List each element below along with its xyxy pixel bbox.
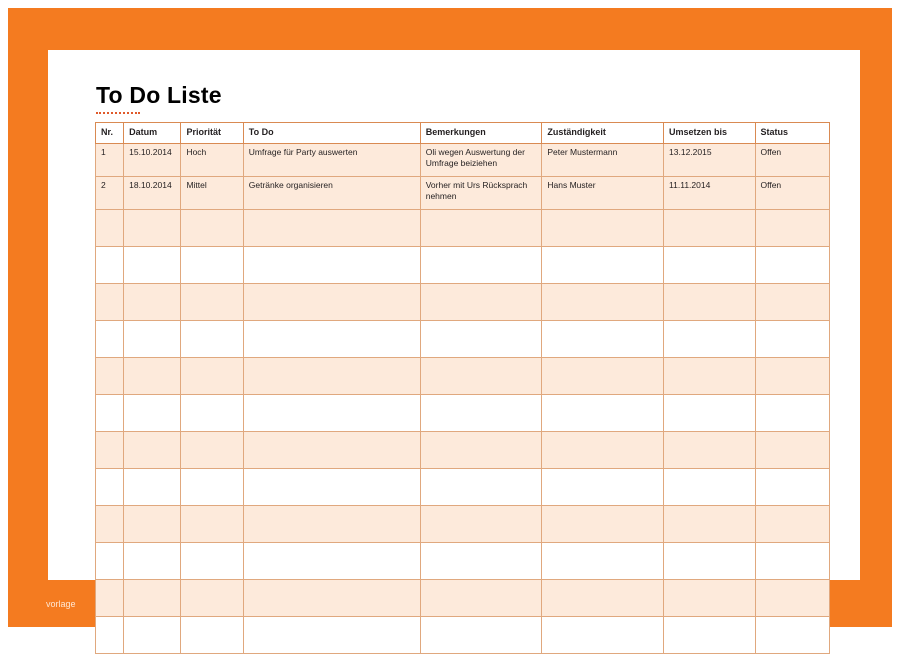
cell-status: Offen xyxy=(755,144,829,177)
cell-datum xyxy=(124,395,181,432)
cell-todo xyxy=(243,395,420,432)
cell-status xyxy=(755,543,829,580)
cell-todo xyxy=(243,210,420,247)
cell-zustaendigkeit xyxy=(542,617,664,654)
cell-nr xyxy=(96,395,124,432)
cell-zustaendigkeit xyxy=(542,247,664,284)
cell-umsetzen-bis xyxy=(664,432,755,469)
document-sheet xyxy=(48,50,860,580)
cell-umsetzen-bis xyxy=(664,580,755,617)
cell-datum xyxy=(124,506,181,543)
cell-zustaendigkeit xyxy=(542,395,664,432)
cell-datum: 18.10.2014 xyxy=(124,177,181,210)
cell-bemerkungen xyxy=(420,469,542,506)
cell-bemerkungen xyxy=(420,506,542,543)
cell-prioritaet xyxy=(181,543,243,580)
cell-prioritaet xyxy=(181,432,243,469)
table-row-empty[interactable] xyxy=(96,284,830,321)
cell-umsetzen-bis xyxy=(664,321,755,358)
cell-todo xyxy=(243,432,420,469)
todo-table xyxy=(95,122,830,654)
cell-zustaendigkeit xyxy=(542,358,664,395)
cell-umsetzen-bis xyxy=(664,284,755,321)
cell-status xyxy=(755,469,829,506)
column-header-bemerkungen: Bemerkungen xyxy=(420,123,542,144)
cell-prioritaet xyxy=(181,210,243,247)
table-row-empty[interactable] xyxy=(96,432,830,469)
cell-umsetzen-bis xyxy=(664,469,755,506)
cell-nr xyxy=(96,358,124,395)
cell-status xyxy=(755,247,829,284)
table-row-empty[interactable] xyxy=(96,617,830,654)
column-header-umsetzen-bis: Umsetzen bis xyxy=(664,123,755,144)
cell-datum xyxy=(124,580,181,617)
cell-status xyxy=(755,321,829,358)
cell-nr: 2 xyxy=(96,177,124,210)
cell-zustaendigkeit xyxy=(542,284,664,321)
cell-bemerkungen xyxy=(420,432,542,469)
cell-status xyxy=(755,506,829,543)
cell-zustaendigkeit xyxy=(542,580,664,617)
cell-zustaendigkeit xyxy=(542,469,664,506)
cell-bemerkungen xyxy=(420,247,542,284)
cell-zustaendigkeit xyxy=(542,543,664,580)
cell-datum xyxy=(124,210,181,247)
table-row[interactable] xyxy=(96,177,830,210)
cell-datum xyxy=(124,284,181,321)
cell-bemerkungen xyxy=(420,321,542,358)
cell-status xyxy=(755,395,829,432)
cell-prioritaet xyxy=(181,247,243,284)
cell-prioritaet xyxy=(181,358,243,395)
cell-datum: 15.10.2014 xyxy=(124,144,181,177)
cell-datum xyxy=(124,358,181,395)
table-header xyxy=(96,123,830,144)
cell-umsetzen-bis xyxy=(664,247,755,284)
cell-prioritaet xyxy=(181,284,243,321)
cell-status xyxy=(755,432,829,469)
cell-umsetzen-bis: 11.11.2014 xyxy=(664,177,755,210)
column-header-zustaendigkeit: Zuständigkeit xyxy=(542,123,664,144)
column-header-status: Status xyxy=(755,123,829,144)
cell-zustaendigkeit: Hans Muster xyxy=(542,177,664,210)
cell-nr xyxy=(96,432,124,469)
cell-todo xyxy=(243,469,420,506)
column-header-datum: Datum xyxy=(124,123,181,144)
cell-umsetzen-bis xyxy=(664,358,755,395)
table-row-empty[interactable] xyxy=(96,580,830,617)
column-header-todo: To Do xyxy=(243,123,420,144)
table-row-empty[interactable] xyxy=(96,395,830,432)
cell-todo xyxy=(243,247,420,284)
cell-prioritaet: Hoch xyxy=(181,144,243,177)
cell-bemerkungen xyxy=(420,395,542,432)
cell-status xyxy=(755,580,829,617)
cell-prioritaet xyxy=(181,469,243,506)
cell-todo xyxy=(243,321,420,358)
cell-nr xyxy=(96,506,124,543)
cell-todo xyxy=(243,580,420,617)
table-body xyxy=(96,144,830,654)
cell-datum xyxy=(124,469,181,506)
cell-nr xyxy=(96,580,124,617)
cell-zustaendigkeit xyxy=(542,321,664,358)
table-row-empty[interactable] xyxy=(96,506,830,543)
table-row-empty[interactable] xyxy=(96,469,830,506)
cell-bemerkungen xyxy=(420,358,542,395)
cell-todo xyxy=(243,284,420,321)
cell-umsetzen-bis xyxy=(664,543,755,580)
table-row-empty[interactable] xyxy=(96,321,830,358)
cell-todo xyxy=(243,543,420,580)
cell-datum xyxy=(124,617,181,654)
cell-nr xyxy=(96,247,124,284)
cell-todo xyxy=(243,617,420,654)
page-title: To Do Liste xyxy=(96,82,222,108)
cell-nr xyxy=(96,284,124,321)
table-header-row xyxy=(96,123,830,144)
cell-datum xyxy=(124,543,181,580)
cell-umsetzen-bis: 13.12.2015 xyxy=(664,144,755,177)
cell-zustaendigkeit xyxy=(542,210,664,247)
cell-prioritaet: Mittel xyxy=(181,177,243,210)
cell-zustaendigkeit xyxy=(542,506,664,543)
cell-todo xyxy=(243,506,420,543)
cell-nr xyxy=(96,469,124,506)
cell-bemerkungen xyxy=(420,210,542,247)
cell-status xyxy=(755,210,829,247)
cell-umsetzen-bis xyxy=(664,617,755,654)
column-header-prioritaet: Priorität xyxy=(181,123,243,144)
cell-bemerkungen xyxy=(420,543,542,580)
cell-bemerkungen: Vorher mit Urs Rücksprach nehmen xyxy=(420,177,542,210)
cell-prioritaet xyxy=(181,580,243,617)
cell-status xyxy=(755,617,829,654)
cell-todo: Umfrage für Party auswerten xyxy=(243,144,420,177)
cell-todo xyxy=(243,358,420,395)
cell-nr: 1 xyxy=(96,144,124,177)
cell-bemerkungen xyxy=(420,617,542,654)
cell-prioritaet xyxy=(181,506,243,543)
column-header-nr: Nr. xyxy=(96,123,124,144)
cell-datum xyxy=(124,432,181,469)
cell-bemerkungen xyxy=(420,284,542,321)
cell-prioritaet xyxy=(181,395,243,432)
todo-table-wrapper xyxy=(95,122,830,654)
cell-status xyxy=(755,358,829,395)
cell-umsetzen-bis xyxy=(664,506,755,543)
cell-nr xyxy=(96,617,124,654)
cell-nr xyxy=(96,321,124,358)
cell-prioritaet xyxy=(181,321,243,358)
cell-umsetzen-bis xyxy=(664,395,755,432)
cell-status xyxy=(755,284,829,321)
cell-bemerkungen: Oli wegen Auswertung der Umfrage beiziehen xyxy=(420,144,542,177)
watermark-label: vorlage xyxy=(46,599,76,609)
cell-bemerkungen xyxy=(420,580,542,617)
cell-zustaendigkeit xyxy=(542,432,664,469)
table-row-empty[interactable] xyxy=(96,210,830,247)
cell-nr xyxy=(96,543,124,580)
cell-umsetzen-bis xyxy=(664,210,755,247)
cell-datum xyxy=(124,321,181,358)
cell-datum xyxy=(124,247,181,284)
table-row-empty[interactable] xyxy=(96,543,830,580)
cell-todo: Getränke organisieren xyxy=(243,177,420,210)
cell-status: Offen xyxy=(755,177,829,210)
table-row-empty[interactable] xyxy=(96,247,830,284)
table-row[interactable] xyxy=(96,144,830,177)
cell-zustaendigkeit: Peter Mustermann xyxy=(542,144,664,177)
table-row-empty[interactable] xyxy=(96,358,830,395)
cell-nr xyxy=(96,210,124,247)
title-underline xyxy=(96,112,140,114)
cell-prioritaet xyxy=(181,617,243,654)
